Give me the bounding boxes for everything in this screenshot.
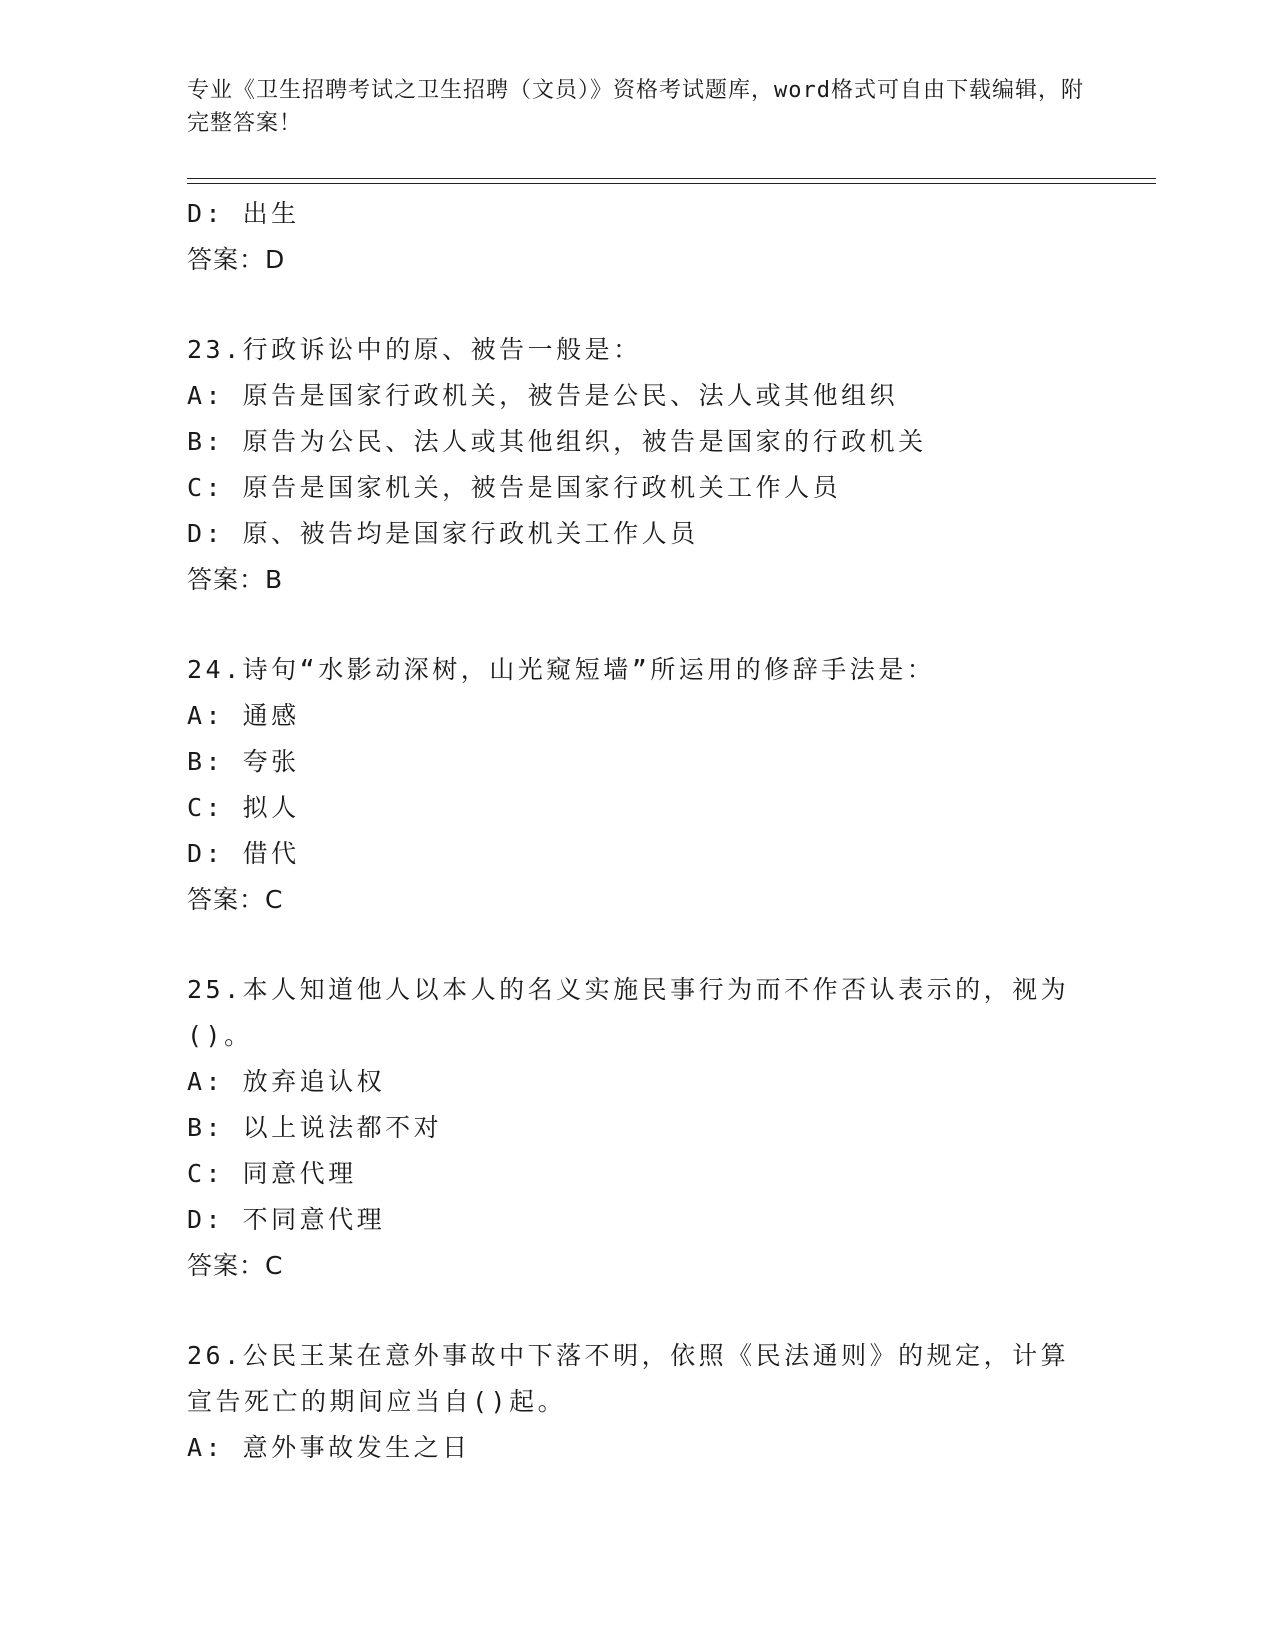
answer-line: 答案：D: [187, 245, 286, 274]
question-list: [187, 191, 1087, 1471]
option-a: A: 原告是国家行政机关，被告是公民、法人或其他组织: [187, 381, 899, 410]
question-26: [187, 1333, 1087, 1471]
option-b: B: 以上说法都不对: [187, 1113, 443, 1142]
option-d: D: 原、被告均是国家行政机关工作人员: [187, 519, 699, 548]
option-a: A: 放弃追认权: [187, 1067, 386, 1096]
question-25: [187, 967, 1087, 1289]
header-divider-bottom: [187, 183, 1156, 184]
answer-line: 答案：B: [187, 565, 284, 594]
question-text: 26.公民王某在意外事故中下落不明，依照《民法通则》的规定，计算宣告死亡的期间应当自()起。: [187, 1341, 1070, 1416]
option-a: A: 通感: [187, 701, 300, 730]
document-header: [187, 74, 1087, 140]
header-title: 专业《卫生招聘考试之卫生招聘（文员）》资格考试题库，word格式可自由下载编辑，附完整答案！: [187, 78, 1084, 136]
header-divider-top: [187, 178, 1156, 179]
question-text: 25.本人知道他人以本人的名义实施民事行为而不作否认表示的，视为()。: [187, 975, 1070, 1050]
option-a: A: 意外事故发生之日: [187, 1433, 471, 1462]
question-text: 24.诗句“水影动深树，山光窥短墙”所运用的修辞手法是：: [187, 655, 936, 684]
answer-line: 答案：C: [187, 1251, 284, 1280]
question-23: [187, 327, 1087, 603]
option-d: D: 出生: [187, 199, 300, 228]
option-c: C: 原告是国家机关，被告是国家行政机关工作人员: [187, 473, 842, 502]
option-d: D: 不同意代理: [187, 1205, 386, 1234]
question-24: [187, 647, 1087, 923]
option-c: C: 同意代理: [187, 1159, 357, 1188]
answer-line: 答案：C: [187, 885, 284, 914]
question-text: 23.行政诉讼中的原、被告一般是：: [187, 335, 642, 364]
option-d: D: 借代: [187, 839, 300, 868]
option-b: B: 原告为公民、法人或其他组织，被告是国家的行政机关: [187, 427, 927, 456]
option-b: B: 夸张: [187, 747, 300, 776]
option-c: C: 拟人: [187, 793, 300, 822]
